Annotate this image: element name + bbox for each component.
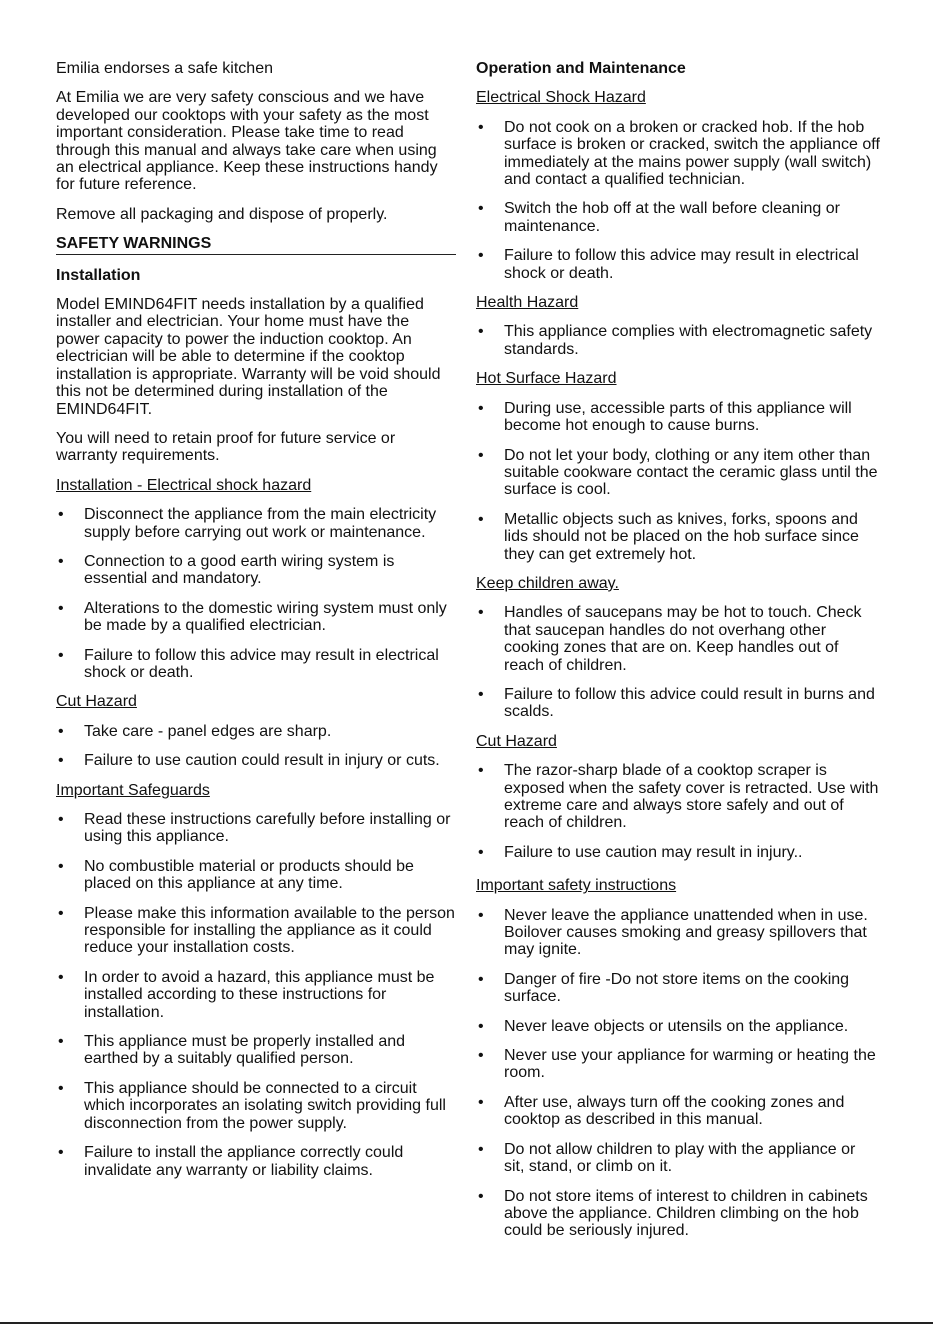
installation-heading: Installation xyxy=(56,266,141,284)
important-safeguards-list xyxy=(56,811,456,1179)
list-item: • Failure to follow this advice may result in electrical shock or death. xyxy=(56,647,456,682)
electrical-shock-list xyxy=(56,506,456,681)
electrical-shock-heading: Installation - Electrical shock hazard xyxy=(56,476,312,494)
operation-maintenance-heading: Operation and Maintenance xyxy=(476,60,686,77)
list-item: • The razor-sharp blade of a cooktop scraper is exposed when the safety cover is retracted. Use with extreme care and always store safely and out of reach of children. xyxy=(476,762,880,832)
list-item: • Take care - panel edges are sharp. xyxy=(56,723,456,740)
electrical-shock-hazard-heading: Electrical Shock Hazard xyxy=(476,89,646,107)
cut-hazard-heading-right: Cut Hazard xyxy=(476,732,557,750)
proof-paragraph: You will need to retain proof for future service or warranty requirements. xyxy=(56,429,396,465)
list-item: • This appliance must be properly installed and earthed by a suitably qualified person. xyxy=(56,1033,456,1068)
list-item: • Metallic objects such as knives, forks, spoons and lids should not be placed on the hob surface since they can get extremely hot. xyxy=(476,511,880,563)
list-item: • Do not let your body, clothing or any item other than suitable cookware contact the ceramic glass until the surface is cool. xyxy=(476,447,880,499)
list-item: • After use, always turn off the cooking zones and cooktop as described in this manual. xyxy=(476,1094,880,1129)
cut-hazard-list-right xyxy=(476,762,880,861)
list-item: • Failure to use caution may result in injury.. xyxy=(476,844,880,861)
list-item: • Never leave objects or utensils on the appliance. xyxy=(476,1018,880,1035)
list-item: • This appliance complies with electromagnetic safety standards. xyxy=(476,323,880,358)
list-item: • Read these instructions carefully before installing or using this appliance. xyxy=(56,811,456,846)
list-item: • Never use your appliance for warming or heating the room. xyxy=(476,1047,880,1082)
list-item: • Please make this information available to the person responsible for installing the appliance as it could reduce your installation costs. xyxy=(56,905,456,957)
list-item: • Failure to install the appliance correctly could invalidate any warranty or liability claims. xyxy=(56,1144,456,1179)
list-item: • Connection to a good earth wiring system is essential and mandatory. xyxy=(56,553,456,588)
list-item: • This appliance should be connected to a circuit which incorporates an isolating switch providing full disconnection from the power supply. xyxy=(56,1080,456,1132)
list-item: • Danger of fire -Do not store items on the cooking surface. xyxy=(476,971,880,1006)
list-item: • Never leave the appliance unattended when in use. Boilover causes smoking and greasy spillovers that may ignite. xyxy=(476,907,880,959)
important-safety-instructions-list xyxy=(476,907,880,1240)
list-item: • Failure to follow this advice could result in burns and scalds. xyxy=(476,686,880,721)
left-column xyxy=(56,60,456,1191)
list-item: • Do not store items of interest to children in cabinets above the appliance. Children climbing on the hob could be seriously injured. xyxy=(476,1188,880,1240)
health-hazard-heading: Health Hazard xyxy=(476,294,579,312)
cut-hazard-list xyxy=(56,723,456,770)
important-safety-instructions-heading: Important safety instructions xyxy=(476,877,677,895)
right-column xyxy=(476,60,880,1252)
hot-surface-hazard-heading: Hot Surface Hazard xyxy=(476,370,617,388)
health-hazard-list xyxy=(476,323,880,358)
list-item: • In order to avoid a hazard, this appliance must be installed according to these instructions for installation. xyxy=(56,969,456,1021)
list-item: • Failure to follow this advice may result in electrical shock or death. xyxy=(476,247,880,282)
keep-children-away-heading: Keep children away. xyxy=(476,574,619,592)
installation-paragraph: Model EMIND64FIT needs installation by a qualified installer and electrician. Your home must have the power capacity to power the induction cooktop. An electrician will be able to determine if the cooktop installation is appropriate. Warranty will be void should this not be determined during installation of the EMIND64FIT. xyxy=(56,296,441,418)
list-item: • Do not allow children to play with the appliance or sit, stand, or climb on it. xyxy=(476,1141,880,1176)
list-item: • Alterations to the domestic wiring system must only be made by a qualified electrician. xyxy=(56,600,456,635)
list-item: • Handles of saucepans may be hot to touch. Check that saucepan handles do not overhang other cooking zones that are on. Keep handles out of reach of children. xyxy=(476,604,880,674)
list-item: • Disconnect the appliance from the main electricity supply before carrying out work or maintenance. xyxy=(56,506,456,541)
list-item: • No combustible material or products should be placed on this appliance at any time. xyxy=(56,858,456,893)
safety-warnings-heading: SAFETY WARNINGS xyxy=(56,235,456,254)
list-item: • Switch the hob off at the wall before cleaning or maintenance. xyxy=(476,200,880,235)
hot-surface-hazard-list xyxy=(476,400,880,563)
intro-paragraph: At Emilia we are very safety conscious and we have developed our cooktops with your safety as the most important consideration. Please take time to read through this manual and always take care when using an electrical appliance. Keep these instructions handy for future reference. xyxy=(56,89,438,194)
packaging-note: Remove all packaging and dispose of properly. xyxy=(56,205,388,223)
important-safeguards-heading: Important Safeguards xyxy=(56,781,210,799)
list-item: • Do not cook on a broken or cracked hob. If the hob surface is broken or cracked, switch the appliance off immediately at the mains power supply (wall switch) and contact a qualified technician. xyxy=(476,119,880,189)
list-item: • Failure to use caution could result in injury or cuts. xyxy=(56,752,456,769)
intro-title: Emilia endorses a safe kitchen xyxy=(56,60,273,77)
list-item: • During use, accessible parts of this appliance will become hot enough to cause burns. xyxy=(476,400,880,435)
electrical-shock-hazard-list xyxy=(476,119,880,282)
keep-children-away-list xyxy=(476,604,880,720)
cut-hazard-heading: Cut Hazard xyxy=(56,693,137,711)
